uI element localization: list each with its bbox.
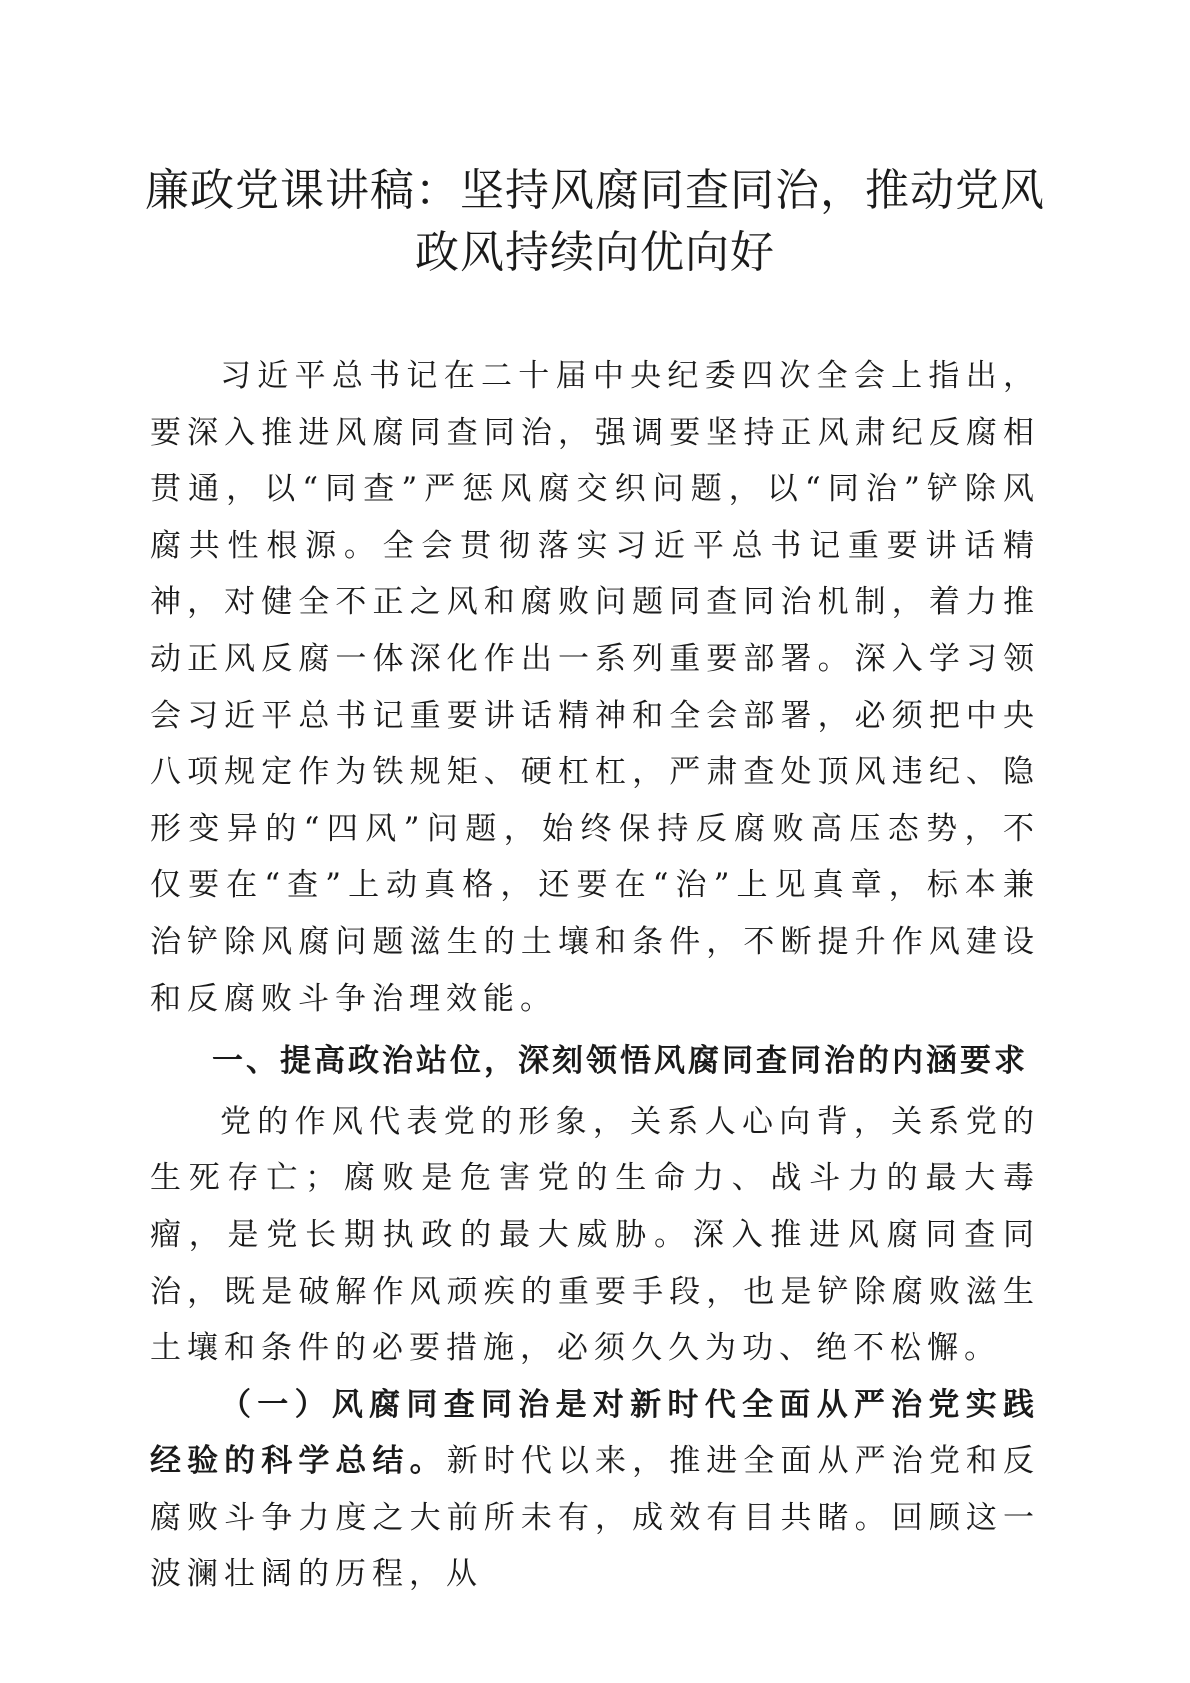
document-body [150,348,1040,1603]
subsection-1-lead: （一）风腐同查同治是对新时代全面从严治党实践经验的科学总结。 [150,1386,1040,1480]
subsection-1-paragraph [150,1377,1040,1603]
section-heading-1: 一、提高政治站位，深刻领悟风腐同查同治的内涵要求 [212,1043,1028,1080]
intro-paragraph: 习近平总书记在二十届中央纪委四次全会上指出，要深入推进风腐同查同治，强调要坚持正风肃纪反腐相贯通，以“同查”严惩风腐交织问题，以“同治”铲除风腐共性根源。全会贯彻落实习近平总书记重要讲话精神，对健全不正之风和腐败问题同查同治机制，着力推动正风反腐一体深化作出一系列重要部署。深入学习领会习近平总书记重要讲话精神和全会部署，必须把中央八项规定作为铁规矩、硬杠杠，严肃查处顶风违纪、隐形变异的“四风”问题，始终保持反腐败高压态势，不仅要在“查”上动真格，还要在“治”上见真章，标本兼治铲除风腐问题滋生的土壤和条件，不断提升作风建设和反腐败斗争治理效能。 [150,358,1040,1017]
section-1-paragraph: 党的作风代表党的形象，关系人心向背，关系党的生死存亡；腐败是危害党的生命力、战斗力的最大毒瘤，是党长期执政的最大威胁。深入推进风腐同查同治，既是破解作风顽疾的重要手段，也是铲除腐败滋生土壤和条件的必要措施，必须久久为功、绝不松懈。 [150,1103,1040,1367]
subsection-1-text: 新时代以来，推进全面从严治党和反腐败斗争力度之大前所未有，成效有目共睹。回顾这一波澜壮阔的历程，从 [150,1443,1041,1593]
document-title: 廉政党课讲稿：坚持风腐同查同治，推动党风政风持续向优向好 [145,165,1045,278]
